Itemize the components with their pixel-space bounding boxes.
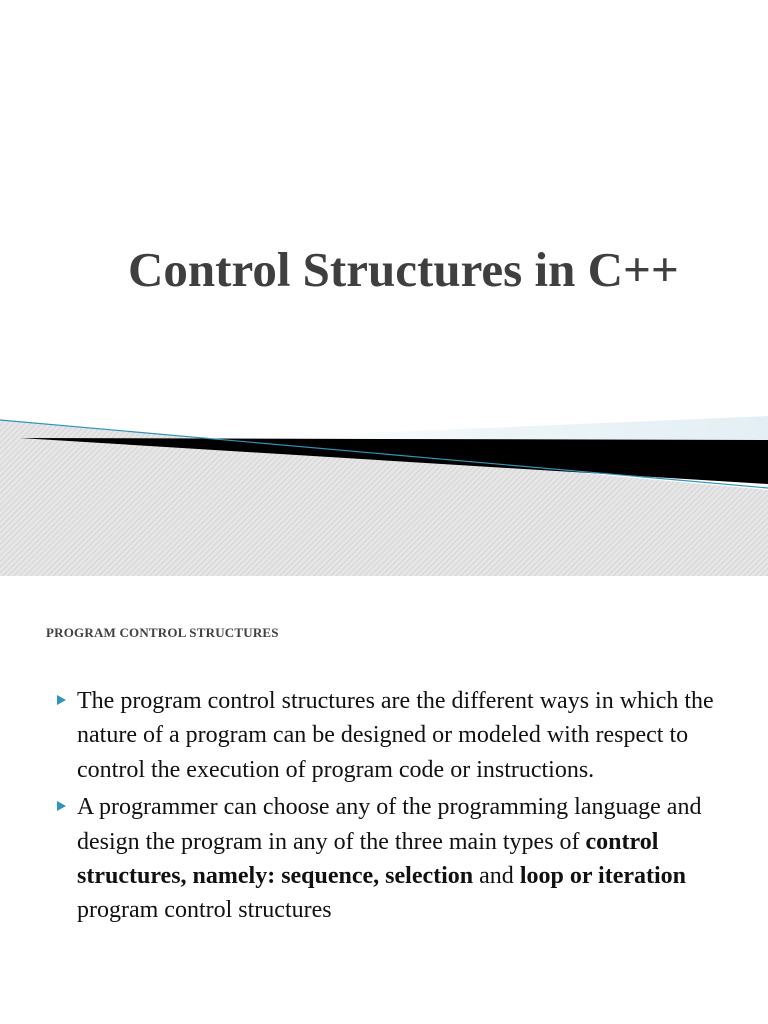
bullet-text-part: A programmer can choose any of the programming language and design the program in any of the three main types of bbox=[77, 794, 702, 855]
list-item bbox=[0, 790, 768, 928]
triangle-right-bullet-icon bbox=[57, 695, 66, 705]
bullet-text-part: program control structures bbox=[77, 897, 332, 924]
section-heading: PROGRAM CONTROL STRUCTURES bbox=[46, 625, 279, 640]
bullet-text: The program control structures are the different ways in which the nature of a program can be designed or modeled with respect to control the execution of program code or instructions. bbox=[77, 688, 714, 783]
bullet-list bbox=[0, 684, 768, 928]
pale-wedge bbox=[200, 416, 768, 440]
bullet-bold-text: control structures, namely: sequence, selection bbox=[77, 828, 659, 890]
decorative-band bbox=[0, 380, 768, 576]
slide-title: Control Structures in C++ bbox=[128, 242, 679, 297]
content-slide bbox=[0, 576, 768, 1024]
bullet-bold-text: loop or iteration bbox=[519, 863, 687, 890]
list-item bbox=[0, 684, 768, 787]
bullet-text-part: and bbox=[473, 863, 520, 890]
triangle-right-bullet-icon bbox=[57, 801, 66, 811]
